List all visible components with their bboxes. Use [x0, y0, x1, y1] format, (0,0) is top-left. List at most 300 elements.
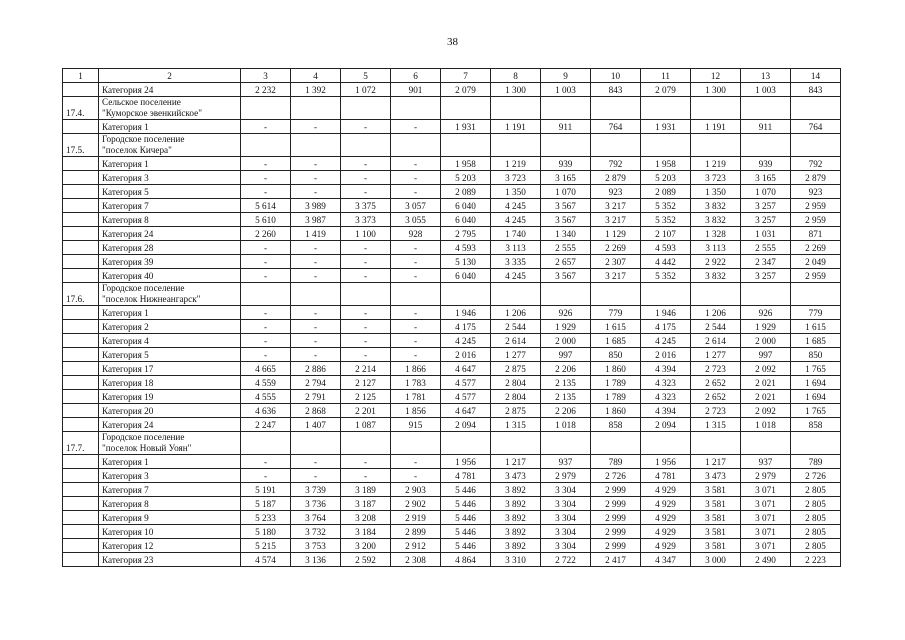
value-cell: 1 191 — [491, 120, 541, 134]
empty-cell — [341, 432, 391, 455]
value-cell: 2 555 — [541, 241, 591, 255]
value-cell: 2 723 — [691, 404, 741, 418]
value-cell: - — [391, 455, 441, 469]
value-cell: - — [341, 157, 391, 171]
value-cell: 2 223 — [791, 553, 841, 567]
value-cell: - — [291, 306, 341, 320]
column-header: 12 — [691, 69, 741, 83]
value-cell: - — [391, 157, 441, 171]
section-title-line: Сельское поселение — [102, 97, 181, 107]
category-name: Категория 8 — [99, 497, 241, 511]
empty-cell — [741, 283, 791, 306]
value-cell: 5 446 — [441, 511, 491, 525]
table-row — [63, 185, 841, 199]
section-number: 17.7. — [63, 432, 99, 455]
table-header — [63, 69, 841, 83]
empty-cell — [791, 134, 841, 157]
section-number: 17.6. — [63, 283, 99, 306]
value-cell: - — [291, 185, 341, 199]
empty-cell — [341, 283, 391, 306]
value-cell: 2 657 — [541, 255, 591, 269]
value-cell: - — [241, 241, 291, 255]
value-cell: 2 805 — [791, 511, 841, 525]
value-cell: 2 805 — [791, 497, 841, 511]
value-cell: 3 000 — [691, 553, 741, 567]
row-number-cell — [63, 241, 99, 255]
category-name: Категория 20 — [99, 404, 241, 418]
value-cell: 2 347 — [741, 255, 791, 269]
empty-cell — [641, 134, 691, 157]
row-number-cell — [63, 483, 99, 497]
tariff-table — [62, 68, 841, 567]
category-name: Категория 3 — [99, 171, 241, 185]
value-cell: 858 — [791, 418, 841, 432]
value-cell: 926 — [741, 306, 791, 320]
empty-cell — [741, 432, 791, 455]
value-cell: 4 577 — [441, 390, 491, 404]
value-cell: - — [291, 120, 341, 134]
value-cell: 1 931 — [441, 120, 491, 134]
value-cell: 3 304 — [541, 483, 591, 497]
value-cell: 1 860 — [591, 362, 641, 376]
category-name: Категория 12 — [99, 539, 241, 553]
empty-cell — [341, 134, 391, 157]
row-number-cell — [63, 83, 99, 97]
value-cell: 3 375 — [341, 199, 391, 213]
value-cell: 5 446 — [441, 483, 491, 497]
value-cell: 1 929 — [741, 320, 791, 334]
value-cell: 2 269 — [591, 241, 641, 255]
value-cell: 4 347 — [641, 553, 691, 567]
value-cell: 4 593 — [441, 241, 491, 255]
value-cell: 3 832 — [691, 199, 741, 213]
row-number-cell — [63, 497, 99, 511]
empty-cell — [291, 97, 341, 120]
value-cell: 5 352 — [641, 269, 691, 283]
value-cell: 3 567 — [541, 269, 591, 283]
value-cell: 3 200 — [341, 539, 391, 553]
value-cell: 2 092 — [741, 404, 791, 418]
empty-cell — [441, 134, 491, 157]
value-cell: 1 277 — [691, 348, 741, 362]
table-row — [63, 469, 841, 483]
value-cell: 5 446 — [441, 539, 491, 553]
value-cell: - — [291, 171, 341, 185]
value-cell: 3 567 — [541, 213, 591, 227]
value-cell: 2 307 — [591, 255, 641, 269]
table-row — [63, 334, 841, 348]
value-cell: 1 931 — [641, 120, 691, 134]
section-number: 17.5. — [63, 134, 99, 157]
value-cell: 1 958 — [441, 157, 491, 171]
row-number-cell — [63, 255, 99, 269]
empty-cell — [391, 97, 441, 120]
category-name: Категория 5 — [99, 185, 241, 199]
value-cell: 1 018 — [541, 418, 591, 432]
value-cell: - — [341, 320, 391, 334]
value-cell: 3 581 — [691, 483, 741, 497]
category-name: Категория 24 — [99, 83, 241, 97]
section-row — [63, 432, 841, 455]
value-cell: 939 — [541, 157, 591, 171]
value-cell: 3 892 — [491, 511, 541, 525]
empty-cell — [691, 134, 741, 157]
value-cell: - — [341, 348, 391, 362]
section-title-line: "Куморское эвенкийское" — [102, 108, 202, 118]
empty-cell — [391, 283, 441, 306]
value-cell: - — [291, 320, 341, 334]
value-cell: 5 187 — [241, 497, 291, 511]
category-name: Категория 5 — [99, 348, 241, 362]
value-cell: - — [391, 306, 441, 320]
value-cell: 4 636 — [241, 404, 291, 418]
value-cell: 937 — [541, 455, 591, 469]
value-cell: - — [341, 255, 391, 269]
value-cell: 2 723 — [691, 362, 741, 376]
row-number-cell — [63, 320, 99, 334]
value-cell: 764 — [591, 120, 641, 134]
value-cell: 4 245 — [441, 334, 491, 348]
value-cell: 2 206 — [541, 362, 591, 376]
value-cell: 923 — [591, 185, 641, 199]
value-cell: 2 201 — [341, 404, 391, 418]
value-cell: 850 — [791, 348, 841, 362]
value-cell: 2 614 — [691, 334, 741, 348]
value-cell: 911 — [541, 120, 591, 134]
category-name: Категория 24 — [99, 418, 241, 432]
value-cell: 779 — [591, 306, 641, 320]
value-cell: 2 879 — [791, 171, 841, 185]
value-cell: 2 135 — [541, 376, 591, 390]
value-cell: - — [391, 185, 441, 199]
value-cell: 1 946 — [641, 306, 691, 320]
value-cell: 3 736 — [291, 497, 341, 511]
value-cell: 5 203 — [441, 171, 491, 185]
row-number-cell — [63, 455, 99, 469]
value-cell: 4 577 — [441, 376, 491, 390]
value-cell: 6 040 — [441, 199, 491, 213]
category-name: Категория 1 — [99, 306, 241, 320]
value-cell: - — [291, 157, 341, 171]
value-cell: 2 899 — [391, 525, 441, 539]
empty-cell — [541, 283, 591, 306]
value-cell: - — [291, 269, 341, 283]
value-cell: 1 072 — [341, 83, 391, 97]
empty-cell — [741, 134, 791, 157]
value-cell: 3 892 — [491, 525, 541, 539]
value-cell: 858 — [591, 418, 641, 432]
section-title-line: Городское поселение — [102, 432, 185, 442]
value-cell: 3 987 — [291, 213, 341, 227]
value-cell: 1 219 — [691, 157, 741, 171]
value-cell: 911 — [741, 120, 791, 134]
value-cell: 1 191 — [691, 120, 741, 134]
value-cell: 5 446 — [441, 497, 491, 511]
value-cell: 4 323 — [641, 376, 691, 390]
value-cell: 2 959 — [791, 269, 841, 283]
empty-cell — [691, 432, 741, 455]
empty-cell — [791, 97, 841, 120]
category-name: Категория 19 — [99, 390, 241, 404]
empty-cell — [491, 283, 541, 306]
value-cell: 2 232 — [241, 83, 291, 97]
value-cell: 3 055 — [391, 213, 441, 227]
value-cell: 3 217 — [591, 199, 641, 213]
value-cell: 2 999 — [591, 511, 641, 525]
empty-cell — [791, 283, 841, 306]
value-cell: 3 989 — [291, 199, 341, 213]
empty-cell — [691, 283, 741, 306]
value-cell: 1 350 — [491, 185, 541, 199]
value-cell: 2 652 — [691, 390, 741, 404]
page-number: 38 — [447, 36, 458, 48]
value-cell: - — [241, 269, 291, 283]
value-cell: 4 245 — [491, 269, 541, 283]
empty-cell — [241, 432, 291, 455]
value-cell: 1 946 — [441, 306, 491, 320]
empty-cell — [241, 283, 291, 306]
value-cell: - — [291, 334, 341, 348]
value-cell: 3 581 — [691, 525, 741, 539]
empty-cell — [391, 134, 441, 157]
value-cell: 2 592 — [341, 553, 391, 567]
value-cell: 923 — [791, 185, 841, 199]
row-number-cell — [63, 553, 99, 567]
section-title-line: "поселок Кичера" — [102, 145, 172, 155]
value-cell: 2 021 — [741, 376, 791, 390]
value-cell: 2 979 — [541, 469, 591, 483]
value-cell: 4 175 — [441, 320, 491, 334]
category-name: Категория 40 — [99, 269, 241, 283]
value-cell: 2 804 — [491, 376, 541, 390]
category-name: Категория 2 — [99, 320, 241, 334]
value-cell: 1 958 — [641, 157, 691, 171]
value-cell: 3 753 — [291, 539, 341, 553]
value-cell: 1 350 — [691, 185, 741, 199]
value-cell: 871 — [791, 227, 841, 241]
value-cell: 2 979 — [741, 469, 791, 483]
row-number-cell — [63, 376, 99, 390]
value-cell: 3 892 — [491, 497, 541, 511]
value-cell: 3 581 — [691, 539, 741, 553]
table-row — [63, 362, 841, 376]
category-name: Категория 3 — [99, 469, 241, 483]
value-cell: 2 804 — [491, 390, 541, 404]
value-cell: - — [341, 185, 391, 199]
value-cell: 1 866 — [391, 362, 441, 376]
value-cell: 1 765 — [791, 404, 841, 418]
value-cell: 2 049 — [791, 255, 841, 269]
section-number: 17.4. — [63, 97, 99, 120]
table-row — [63, 255, 841, 269]
value-cell: 3 335 — [491, 255, 541, 269]
value-cell: 3 581 — [691, 497, 741, 511]
value-cell: 2 016 — [441, 348, 491, 362]
value-cell: 3 071 — [741, 497, 791, 511]
value-cell: 1 087 — [341, 418, 391, 432]
value-cell: 5 352 — [641, 213, 691, 227]
table-row — [63, 269, 841, 283]
table-row — [63, 227, 841, 241]
row-number-cell — [63, 334, 99, 348]
value-cell: 2 544 — [491, 320, 541, 334]
value-cell: 3 208 — [341, 511, 391, 525]
category-name: Категория 17 — [99, 362, 241, 376]
value-cell: 1 206 — [691, 306, 741, 320]
value-cell: 4 781 — [641, 469, 691, 483]
section-title-line: "поселок Нижнеангарск" — [102, 294, 201, 304]
value-cell: 2 902 — [391, 497, 441, 511]
value-cell: 5 130 — [441, 255, 491, 269]
column-header: 5 — [341, 69, 391, 83]
value-cell: 5 191 — [241, 483, 291, 497]
value-cell: 3 057 — [391, 199, 441, 213]
row-number-cell — [63, 348, 99, 362]
category-name: Категория 10 — [99, 525, 241, 539]
value-cell: 2 614 — [491, 334, 541, 348]
section-row — [63, 97, 841, 120]
table-row — [63, 376, 841, 390]
value-cell: 1 929 — [541, 320, 591, 334]
value-cell: - — [241, 306, 291, 320]
value-cell: - — [391, 320, 441, 334]
value-cell: 2 875 — [491, 362, 541, 376]
value-cell: 1 217 — [691, 455, 741, 469]
category-name: Категория 23 — [99, 553, 241, 567]
value-cell: - — [291, 348, 341, 362]
value-cell: - — [291, 455, 341, 469]
row-number-cell — [63, 511, 99, 525]
row-number-cell — [63, 227, 99, 241]
value-cell: 5 215 — [241, 539, 291, 553]
empty-cell — [641, 283, 691, 306]
table-body — [63, 83, 841, 567]
value-cell: 2 269 — [791, 241, 841, 255]
value-cell: 4 323 — [641, 390, 691, 404]
value-cell: 3 113 — [691, 241, 741, 255]
table-row — [63, 348, 841, 362]
row-number-cell — [63, 469, 99, 483]
value-cell: 764 — [791, 120, 841, 134]
value-cell: 3 136 — [291, 553, 341, 567]
value-cell: 4 245 — [491, 199, 541, 213]
table-row — [63, 511, 841, 525]
value-cell: 2 021 — [741, 390, 791, 404]
value-cell: 2 879 — [591, 171, 641, 185]
value-cell: 2 079 — [641, 83, 691, 97]
value-cell: 3 217 — [591, 269, 641, 283]
value-cell: 4 647 — [441, 404, 491, 418]
table-row — [63, 306, 841, 320]
column-header: 4 — [291, 69, 341, 83]
value-cell: - — [341, 334, 391, 348]
value-cell: 2 089 — [641, 185, 691, 199]
section-title — [99, 97, 241, 120]
column-header: 14 — [791, 69, 841, 83]
value-cell: 2 308 — [391, 553, 441, 567]
value-cell: 3 187 — [341, 497, 391, 511]
row-number-cell — [63, 362, 99, 376]
value-cell: 3 832 — [691, 269, 741, 283]
table-row — [63, 199, 841, 213]
value-cell: 3 189 — [341, 483, 391, 497]
value-cell: 1 031 — [741, 227, 791, 241]
value-cell: - — [391, 269, 441, 283]
value-cell: 2 726 — [591, 469, 641, 483]
value-cell: 2 214 — [341, 362, 391, 376]
value-cell: 843 — [591, 83, 641, 97]
row-number-cell — [63, 418, 99, 432]
value-cell: 2 135 — [541, 390, 591, 404]
value-cell: 4 781 — [441, 469, 491, 483]
value-cell: 2 999 — [591, 539, 641, 553]
value-cell: 3 723 — [691, 171, 741, 185]
empty-cell — [441, 97, 491, 120]
value-cell: 1 070 — [741, 185, 791, 199]
column-header: 1 — [63, 69, 99, 83]
row-number-cell — [63, 525, 99, 539]
empty-cell — [541, 432, 591, 455]
table-row — [63, 213, 841, 227]
value-cell: - — [241, 334, 291, 348]
value-cell: 3 257 — [741, 269, 791, 283]
value-cell: - — [291, 255, 341, 269]
value-cell: 5 614 — [241, 199, 291, 213]
value-cell: 3 473 — [691, 469, 741, 483]
table-row — [63, 390, 841, 404]
value-cell: 1 783 — [391, 376, 441, 390]
section-row — [63, 283, 841, 306]
empty-cell — [441, 432, 491, 455]
table-row — [63, 455, 841, 469]
value-cell: 2 652 — [691, 376, 741, 390]
value-cell: 1 315 — [491, 418, 541, 432]
value-cell: 4 665 — [241, 362, 291, 376]
table-row — [63, 483, 841, 497]
value-cell: 1 219 — [491, 157, 541, 171]
section-title — [99, 134, 241, 157]
value-cell: - — [241, 157, 291, 171]
value-cell: 2 127 — [341, 376, 391, 390]
value-cell: 4 394 — [641, 404, 691, 418]
value-cell: 928 — [391, 227, 441, 241]
section-title — [99, 432, 241, 455]
value-cell: 1 217 — [491, 455, 541, 469]
value-cell: - — [291, 241, 341, 255]
value-cell: 2 868 — [291, 404, 341, 418]
value-cell: 2 247 — [241, 418, 291, 432]
value-cell: 5 352 — [641, 199, 691, 213]
column-header: 2 — [99, 69, 241, 83]
value-cell: 2 919 — [391, 511, 441, 525]
empty-cell — [491, 432, 541, 455]
value-cell: 1 694 — [791, 390, 841, 404]
table-row — [63, 497, 841, 511]
value-cell: 1 789 — [591, 390, 641, 404]
value-cell: 1 685 — [791, 334, 841, 348]
value-cell: 1 781 — [391, 390, 441, 404]
value-cell: 5 446 — [441, 525, 491, 539]
value-cell: - — [391, 348, 441, 362]
value-cell: 4 864 — [441, 553, 491, 567]
value-cell: 1 615 — [791, 320, 841, 334]
table-row — [63, 320, 841, 334]
value-cell: 1 018 — [741, 418, 791, 432]
value-cell: 1 300 — [691, 83, 741, 97]
value-cell: - — [391, 171, 441, 185]
empty-cell — [641, 432, 691, 455]
value-cell: 1 419 — [291, 227, 341, 241]
